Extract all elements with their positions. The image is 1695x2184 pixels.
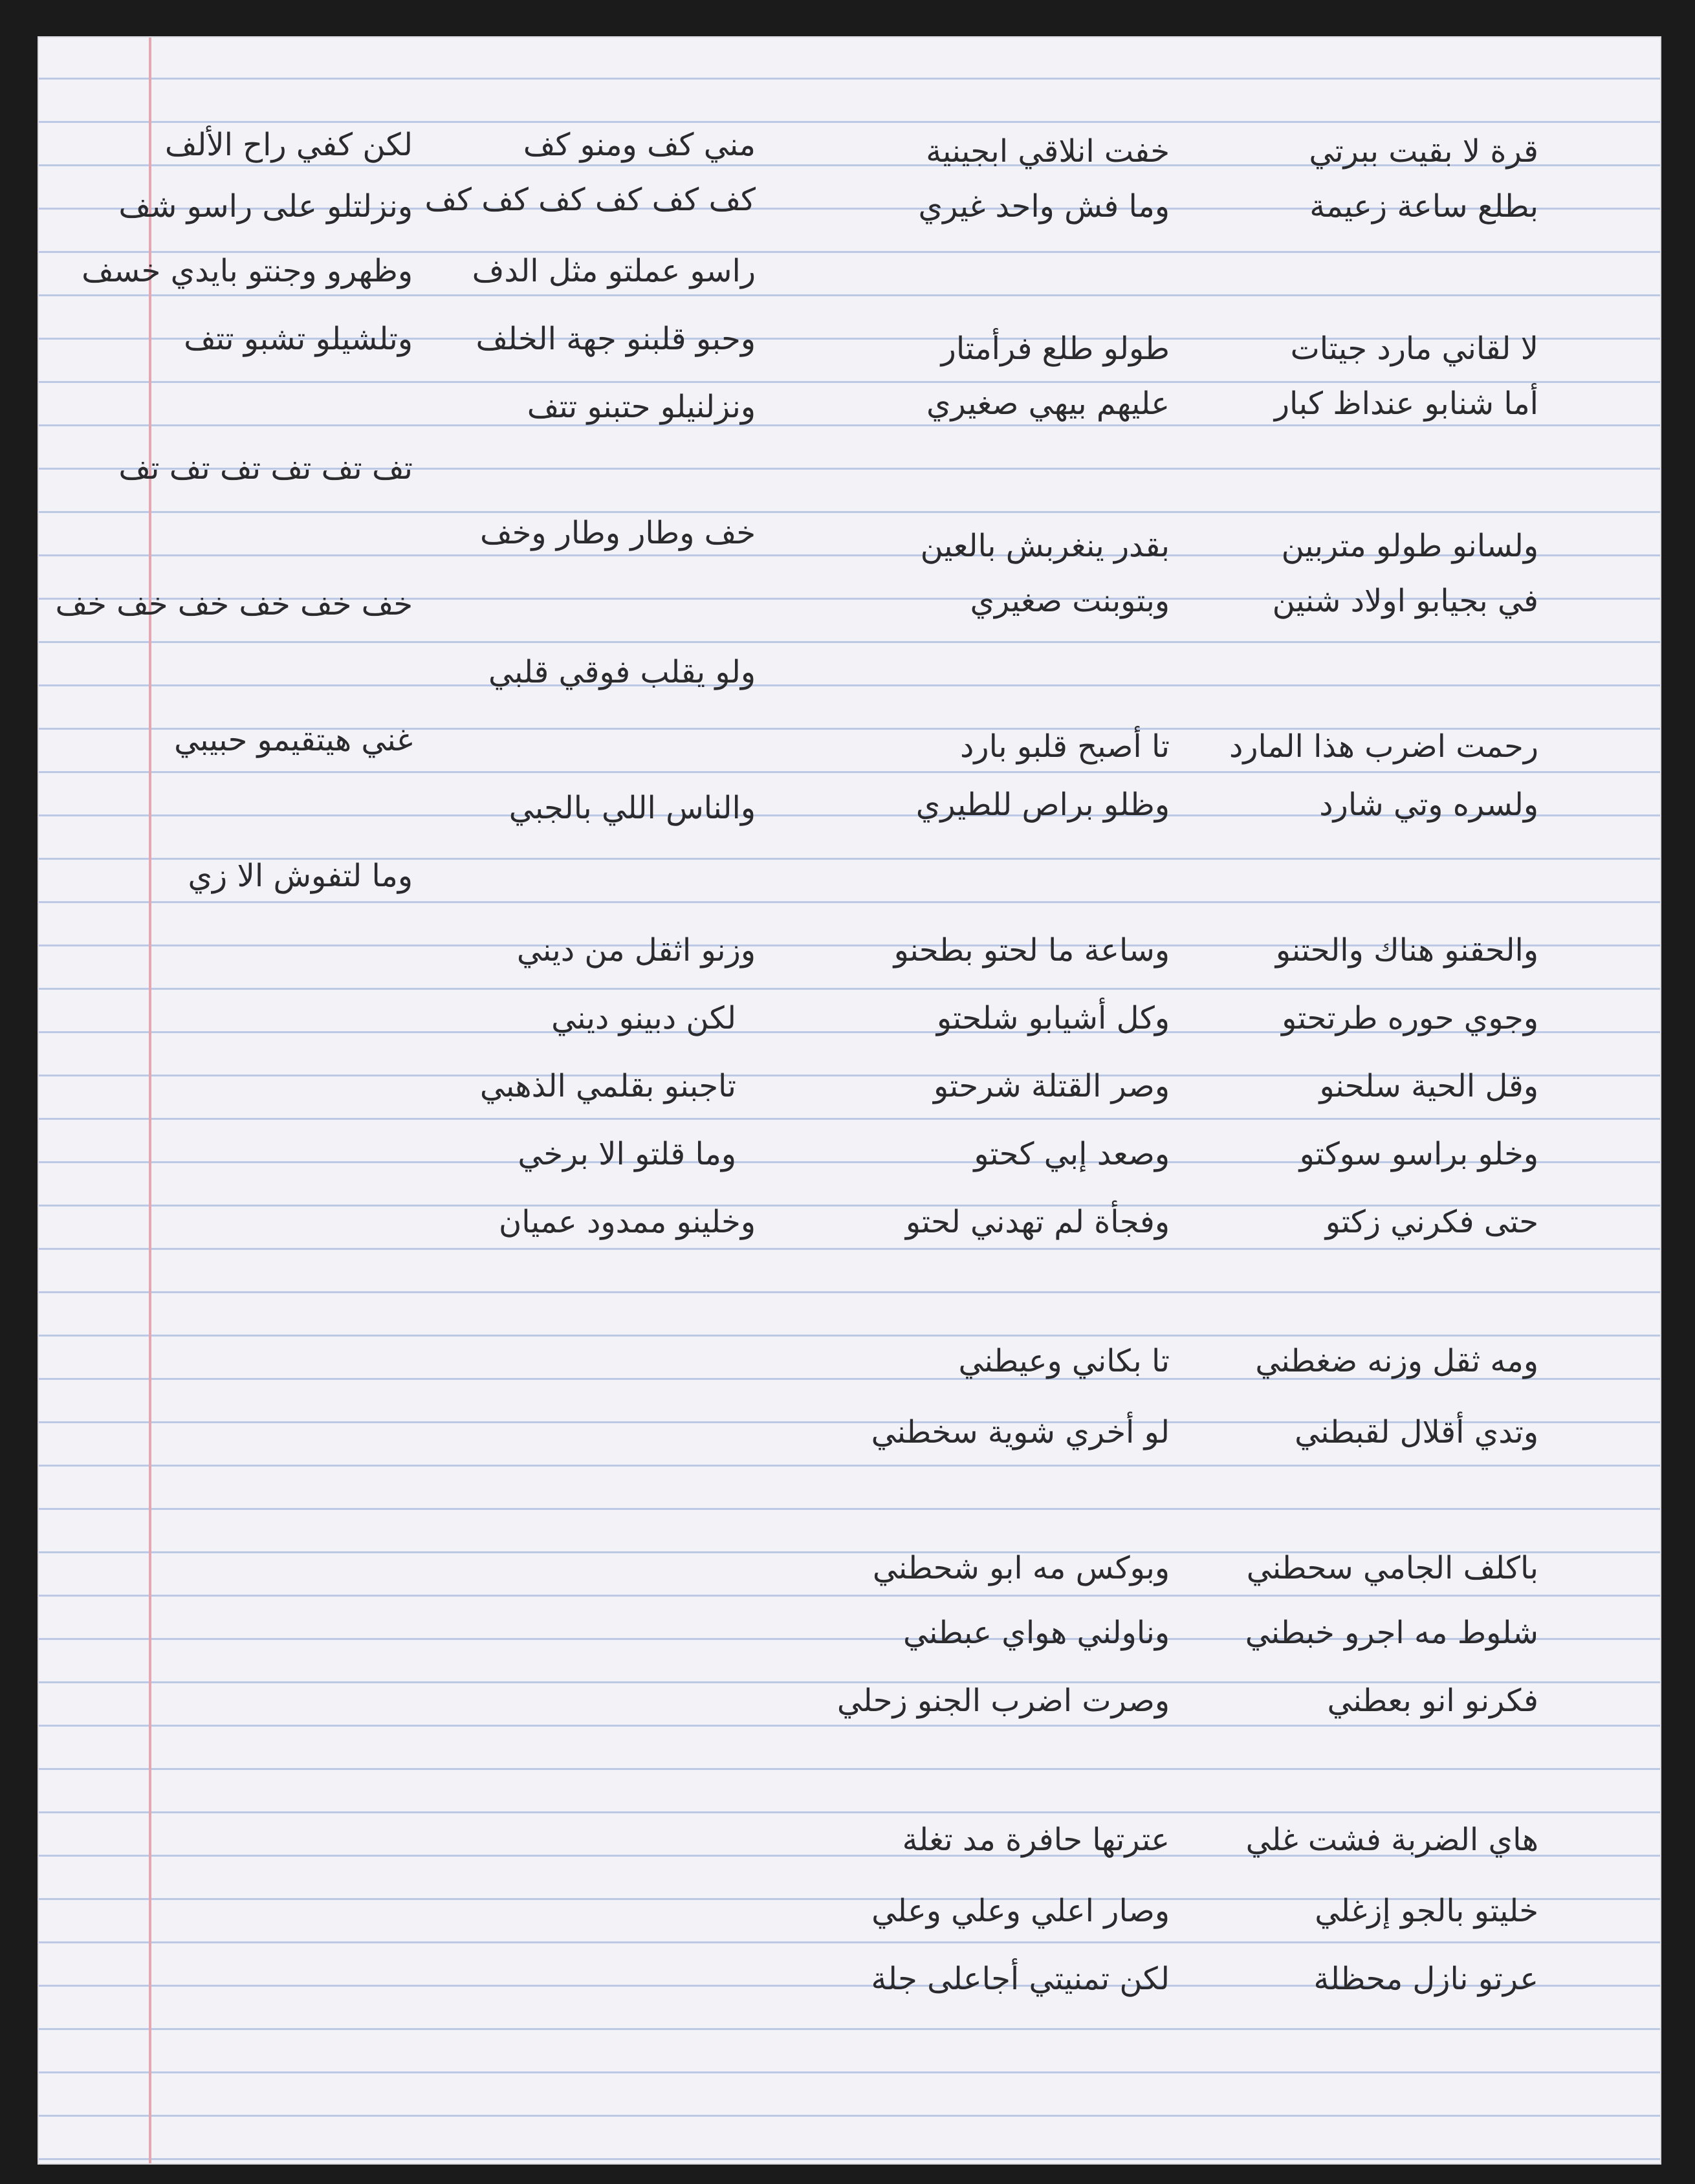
- col3-line: كف كف كف كف كف كف: [424, 182, 756, 218]
- col2-line: لو أخري شوية سخطني: [871, 1414, 1170, 1450]
- col2-line: وصر القتلة شرحتو: [934, 1068, 1170, 1104]
- col2-line: عليهم بيهي صغيري: [926, 386, 1170, 422]
- col1-line: فكرنو انو بعطني: [1327, 1683, 1538, 1719]
- col3-line: ولو يقلب فوقي قلبي: [488, 654, 756, 690]
- col3-line: وخلينو ممدود عميان: [499, 1204, 756, 1240]
- col2-line: وفجأة لم تهدني لحتو: [905, 1204, 1170, 1240]
- col4-line: تف تف تف تف تف تف: [118, 450, 413, 486]
- col4-line: خف خف خف خف خف خف: [55, 586, 413, 622]
- col3-line: ونزلنيلو حتبنو تتف: [527, 389, 756, 425]
- col2-line: لكن تمنيتي أجاعلى جلة: [871, 1961, 1170, 1997]
- col2-line: طولو طلع فرأمتار: [941, 331, 1170, 367]
- col1-line: بطلع ساعة زعيمة: [1309, 188, 1538, 224]
- col1-line: قرة لا بقيت ببرتي: [1309, 133, 1538, 169]
- col1-line: والحقنو هناك والحتنو: [1275, 932, 1538, 968]
- col2-line: خفت انلاقي ابجينية: [926, 133, 1170, 169]
- col2-line: تا بكاني وعيطني: [958, 1343, 1170, 1379]
- col2-line: وبوكس مه ابو شحطني: [872, 1550, 1170, 1586]
- col4-line: ونزلتلو على راسو شف: [118, 188, 413, 224]
- col1-line: ومه ثقل وزنه ضغطني: [1255, 1343, 1538, 1379]
- col1-line: في بجيابو اولاد شنين: [1272, 583, 1538, 619]
- col1-line: أما شنابو عنداظ كبار: [1274, 386, 1538, 422]
- col1-line: وقل الحية سلحنو: [1319, 1068, 1538, 1104]
- col2-line: وبتوبنت صغيري: [970, 583, 1170, 619]
- col4-line: وما لتفوش الا زي: [188, 858, 413, 894]
- col3-line: وزنو اثقل من ديني: [516, 932, 756, 968]
- col1-line: باكلف الجامي سحطني: [1246, 1550, 1538, 1586]
- col1-line: وجوي حوره طرتحتو: [1282, 1000, 1538, 1036]
- col2-line: وصعد إبي كحتو: [974, 1136, 1170, 1172]
- col3-line: خف وطار وطار وخف: [479, 515, 756, 551]
- col2-line: وناولني هواي عبطني: [903, 1615, 1170, 1651]
- col3-line: لكن دبينو ديني: [551, 1000, 736, 1036]
- col1-line: ولسانو طولو متربين: [1281, 528, 1538, 564]
- col2-line: بقدر ينغربش بالعين: [920, 528, 1170, 564]
- col1-line: هاي الضربة فشت غلي: [1245, 1822, 1538, 1858]
- col4-line: وتلشيلو تشبو تتف: [184, 321, 413, 357]
- col4-line: لكن كفي راح الألف: [164, 127, 413, 163]
- col1-line: وتدي أقلال لقبطني: [1295, 1414, 1538, 1450]
- col4-line: وظهرو وجنتو بايدي خسف: [82, 253, 413, 289]
- col2-line: عترتها حافرة مد تغلة: [902, 1822, 1170, 1858]
- col1-line: ولسره وتي شارد: [1319, 787, 1538, 823]
- col2-line: وساعة ما لحتو بطحنو: [893, 932, 1170, 968]
- col2-line: وكل أشيابو شلحتو: [936, 1000, 1170, 1036]
- col2-line: وما فش واحد غيري: [918, 188, 1170, 224]
- col1-line: عرتو نازل محظلة: [1313, 1961, 1538, 1997]
- col1-line: رحمت اضرب هذا المارد: [1229, 728, 1538, 765]
- col3-line: وحبو قلبنو جهة الخلف: [476, 321, 756, 357]
- col1-line: خليتو بالجو إزغلي: [1315, 1893, 1538, 1929]
- col2-line: وصار اعلي وعلي وعلي: [871, 1893, 1170, 1929]
- col1-line: حتى فكرني زكتو: [1325, 1204, 1538, 1240]
- col1-line: وخلو براسو سوكتو: [1299, 1136, 1538, 1172]
- col1-line: شلوط مه اجرو خبطني: [1245, 1615, 1538, 1651]
- col1-line: لا لقاني مارد جيتات: [1290, 331, 1538, 367]
- col2-line: وظلو براص للطيري: [915, 787, 1170, 823]
- col3-line: والناس اللي بالجبي: [508, 790, 756, 826]
- col3-line: وما قلتو الا برخي: [518, 1136, 736, 1172]
- col3-line: تاجبنو بقلمي الذهبي: [479, 1068, 736, 1104]
- col3-line: مني كف ومنو كف: [523, 127, 756, 163]
- handwritten-page: [38, 36, 1661, 2165]
- col4-line: غني هيتقيمو حبيبي: [174, 722, 413, 758]
- col2-line: تا أصبح قلبو بارد: [960, 728, 1170, 765]
- col3-line: راسو عملتو مثل الدف: [472, 253, 756, 289]
- col2-line: وصرت اضرب الجنو زحلي: [837, 1683, 1170, 1719]
